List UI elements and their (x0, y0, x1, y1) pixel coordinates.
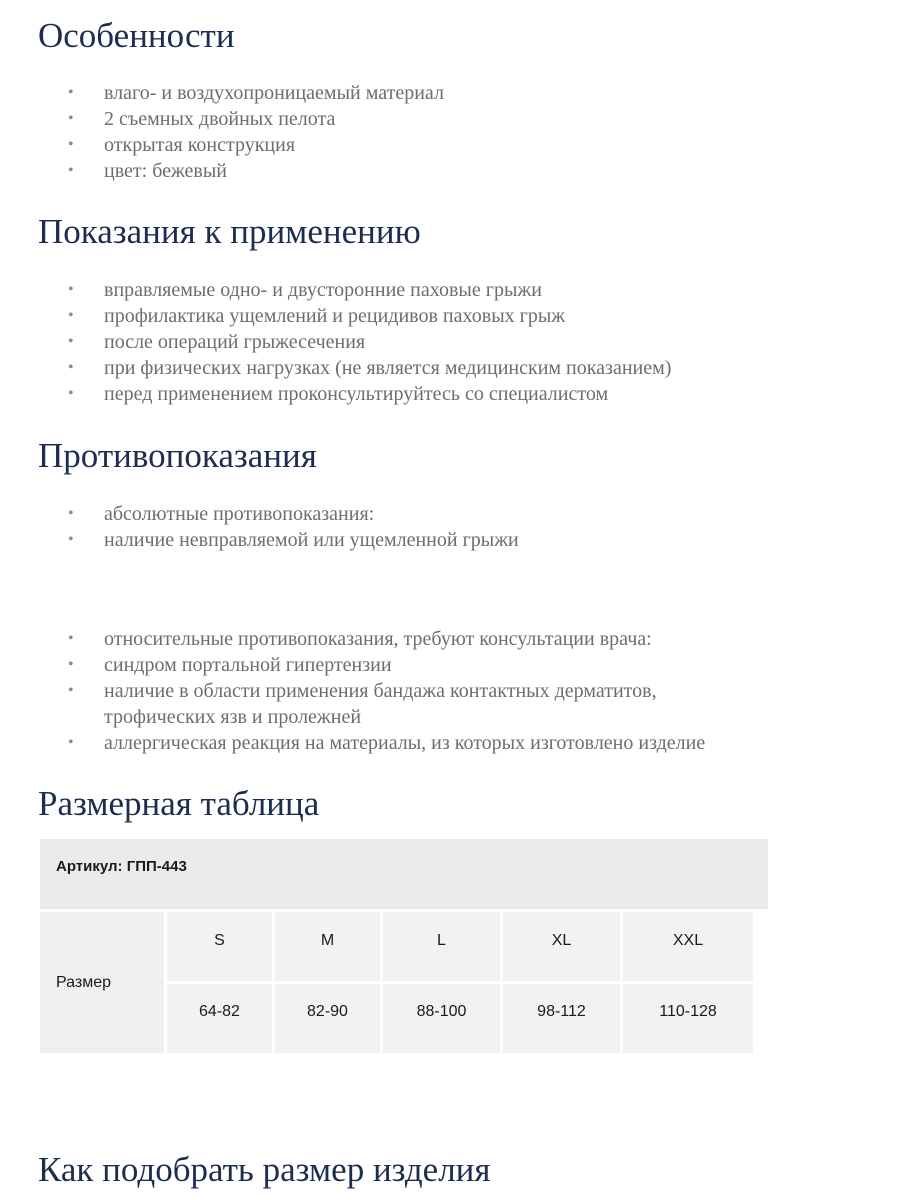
list-item: • открытая конструкция (68, 134, 296, 156)
list-item: • после операций грыжесечения (68, 331, 366, 353)
bullet-icon: • (68, 630, 74, 647)
indications-list (68, 277, 671, 407)
range-cell: 110-128 (623, 984, 753, 1053)
features-heading: Особенности (38, 16, 235, 55)
size-grid (40, 912, 768, 1050)
list-item: • цвет: бежевый (68, 160, 228, 182)
size-cell: XXL (623, 912, 753, 981)
size-cell: XL (503, 912, 620, 981)
list-item: • относительные противопоказания, требуют консультации врача: (68, 628, 652, 650)
bullet-icon: • (68, 136, 74, 153)
contraindications-heading: Противопоказания (38, 436, 317, 475)
list-item: • 2 съемных двойных пелота (68, 108, 336, 130)
range-cell: 64-82 (167, 984, 272, 1053)
bullet-icon: • (68, 682, 74, 699)
size-cell: M (275, 912, 380, 981)
list-item: • абсолютные противопоказания: (68, 503, 375, 525)
list-item: • аллергическая реакция на материалы, из которых изготовлено изделие (68, 732, 706, 754)
size-cell: L (383, 912, 500, 981)
list-item: • влаго- и воздухопроницаемый материал (68, 82, 444, 104)
bullet-icon: • (68, 734, 74, 751)
bullet-icon: • (68, 281, 74, 298)
size-row-label: Размер (40, 912, 164, 1053)
list-item: • профилактика ущемлений и рецидивов паховых грыж (68, 305, 566, 327)
bullet-icon: • (68, 505, 74, 522)
bullet-icon: • (68, 656, 74, 673)
bullet-icon: • (68, 333, 74, 350)
bullet-icon: • (68, 531, 74, 548)
list-item: • наличие в области применения бандажа контактных дерматитов, (68, 680, 657, 702)
range-cell: 82-90 (275, 984, 380, 1053)
list-item: • вправляемые одно- и двусторонние паховые грыжи (68, 279, 542, 301)
bullet-icon: • (68, 162, 74, 179)
list-item: • при физических нагрузках (не является медицинским показанием) (68, 357, 672, 379)
absolute-contraindications-list (68, 501, 519, 553)
list-item: • перед применением проконсультируйтесь со специалистом (68, 383, 609, 405)
bullet-icon: • (68, 307, 74, 324)
bullet-icon: • (68, 359, 74, 376)
list-item-continuation: трофических язв и пролежней (104, 706, 362, 728)
size-table (40, 839, 768, 1050)
features-list (68, 80, 444, 184)
how-to-choose-heading: Как подобрать размер изделия (38, 1150, 491, 1189)
bullet-icon: • (68, 84, 74, 101)
range-cell: 88-100 (383, 984, 500, 1053)
relative-contraindications-list (68, 626, 705, 756)
size-cell: S (167, 912, 272, 981)
article-number: Артикул: ГПП-443 (40, 839, 768, 909)
size-table-heading: Размерная таблица (38, 784, 320, 823)
range-cell: 98-112 (503, 984, 620, 1053)
indications-heading: Показания к применению (38, 212, 421, 251)
list-item: • синдром портальной гипертензии (68, 654, 392, 676)
bullet-icon: • (68, 385, 74, 402)
list-item: • наличие невправляемой или ущемленной грыжи (68, 529, 519, 551)
bullet-icon: • (68, 110, 74, 127)
